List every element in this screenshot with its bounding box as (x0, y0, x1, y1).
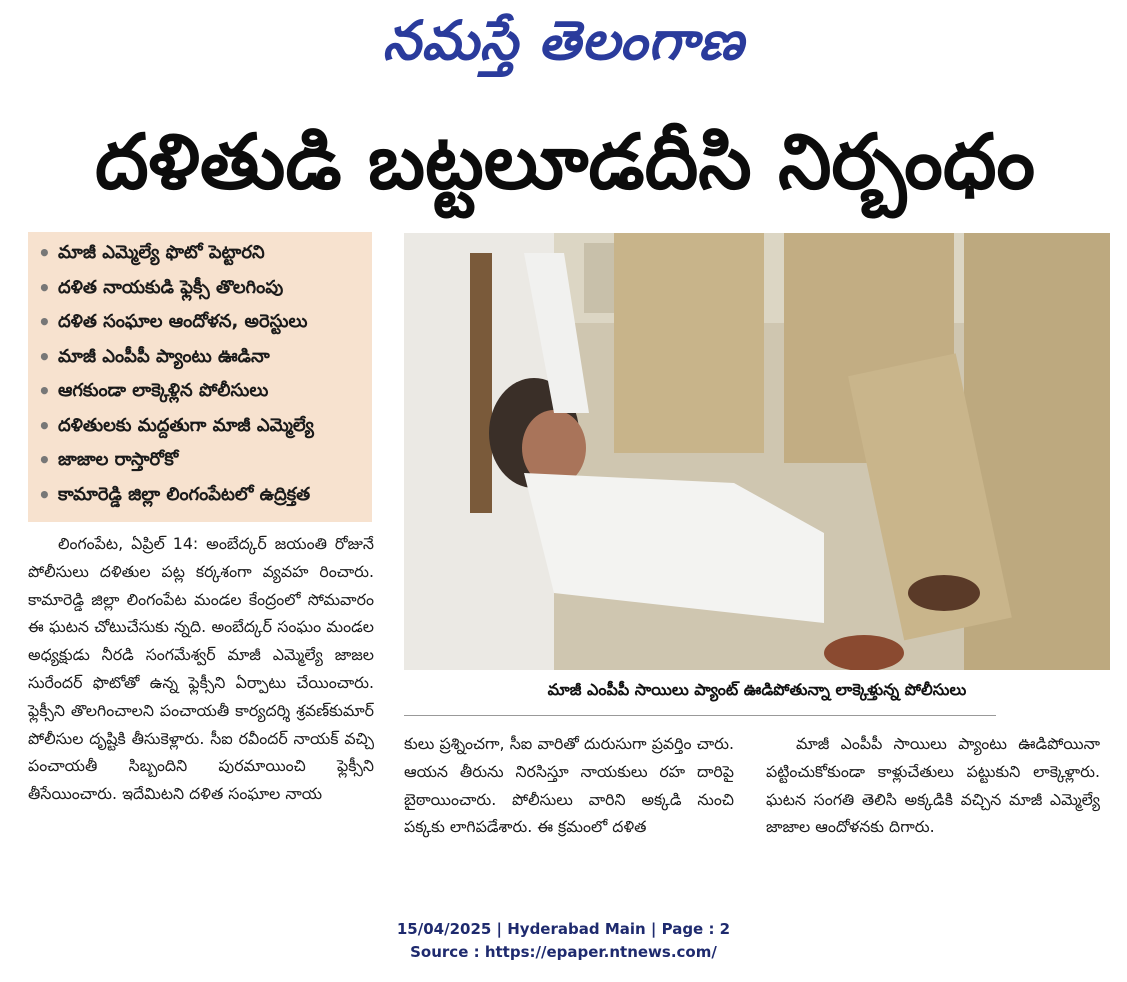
caption-divider (404, 715, 996, 716)
highlights-box (28, 232, 372, 522)
highlight-item: • దళితులకు మద్దతుగా మాజీ ఎమ్మెల్యే (28, 409, 372, 444)
newspaper-masthead: నమస్తే తెలంగాణ (382, 8, 745, 72)
highlight-item: • మాజీ ఎంపీపీ ప్యాంటు ఊడినా (28, 340, 372, 375)
footer-date-edition: 15/04/2025 | Hyderabad Main | Page : 2 (396, 920, 731, 938)
article-column-1: లింగంపేట, ఏప్రిల్ 14: అంబేద్కర్ జయంతి రోజునే పోలీసులు దళితుల పట్ల కర్కశంగా వ్యవహ రించారు. కామారెడ్డి జిల్లా లింగంపేట మండల కేంద్రంలో సోమవారం ఈ ఘటన చోటుచేసుకు న్నది. అంబేద్కర్ సంఘం మండల అధ్యక్షుడు నీరడి సంగమేశ్వర్ మాజీ ఎమ్మెల్యే జాజల సురేందర్ ఫొటోతో ఉన్న ఫ్లెక్సీని ఏర్పాటు చేయించారు. ఫ్లెక్సీని తొలగించాలని పంచాయతీ కార్యదర్శి శ్రవణ్‌కుమార్ పోలీసుల దృష్టికి తీసుకెళ్లారు. సీఐ రవీందర్ నాయక్ వచ్చి పంచాయతీ సిబ్బందిని పురమాయించి ఫ్లెక్సీని తీసేయించారు. ఇదేమిటని దళిత సంఘాల నాయ (28, 534, 374, 804)
highlight-item: • దళిత నాయకుడి ఫ్లెక్సీ తొలగింపు (28, 271, 372, 306)
photo-caption: మాజీ ఎంపీపీ సాయిలు ప్యాంట్ ఊడిపోతున్నా లాక్కెళ్తున్న పోలీసులు (547, 680, 967, 699)
article-column-2: కులు ప్రశ్నించగా, సీఐ వారితో దురుసుగా ప్రవర్తిం చారు. ఆయన తీరును నిరసిస్తూ నాయకులు రహ దారిపై బైఠాయించారు. పోలీసులు వారిని అక్కడి నుంచి పక్కకు లాగిపడేశారు. ఈ క్రమంలో దళిత (404, 734, 734, 837)
highlight-item: • ఆగకుండా లాక్కెళ్లిన పోలీసులు (28, 374, 372, 409)
highlight-item: • జాజాల రాస్తారోకో (28, 443, 372, 478)
police-dragging-man-photo (404, 233, 1110, 670)
highlight-item: • కామారెడ్డి జిల్లా లింగంపేటలో ఉద్రిక్తత (28, 478, 372, 513)
highlight-item: • మాజీ ఎమ్మెల్యే ఫొటో పెట్టారని (28, 236, 372, 271)
highlight-item: • దళిత సంఘాల ఆందోళన, అరెస్టులు (28, 305, 372, 340)
article-headline: దళితుడి బట్టలూడదీసి నిర్బంధం (94, 117, 1036, 206)
footer-source: Source : https://epaper.ntnews.com/ (410, 943, 717, 961)
article-column-3: మాజీ ఎంపీపీ సాయిలు ప్యాంటు ఊడిపోయినా పట్టించుకోకుండా కాళ్లుచేతులు పట్టుకుని లాక్కెళ్లారు. ఘటన సంగతి తెలిసి అక్కడికి వచ్చిన మాజీ ఎమ్మెల్యే జాజాల ఆందోళనకు దిగారు. (766, 734, 1100, 837)
news-photo (404, 233, 1110, 670)
